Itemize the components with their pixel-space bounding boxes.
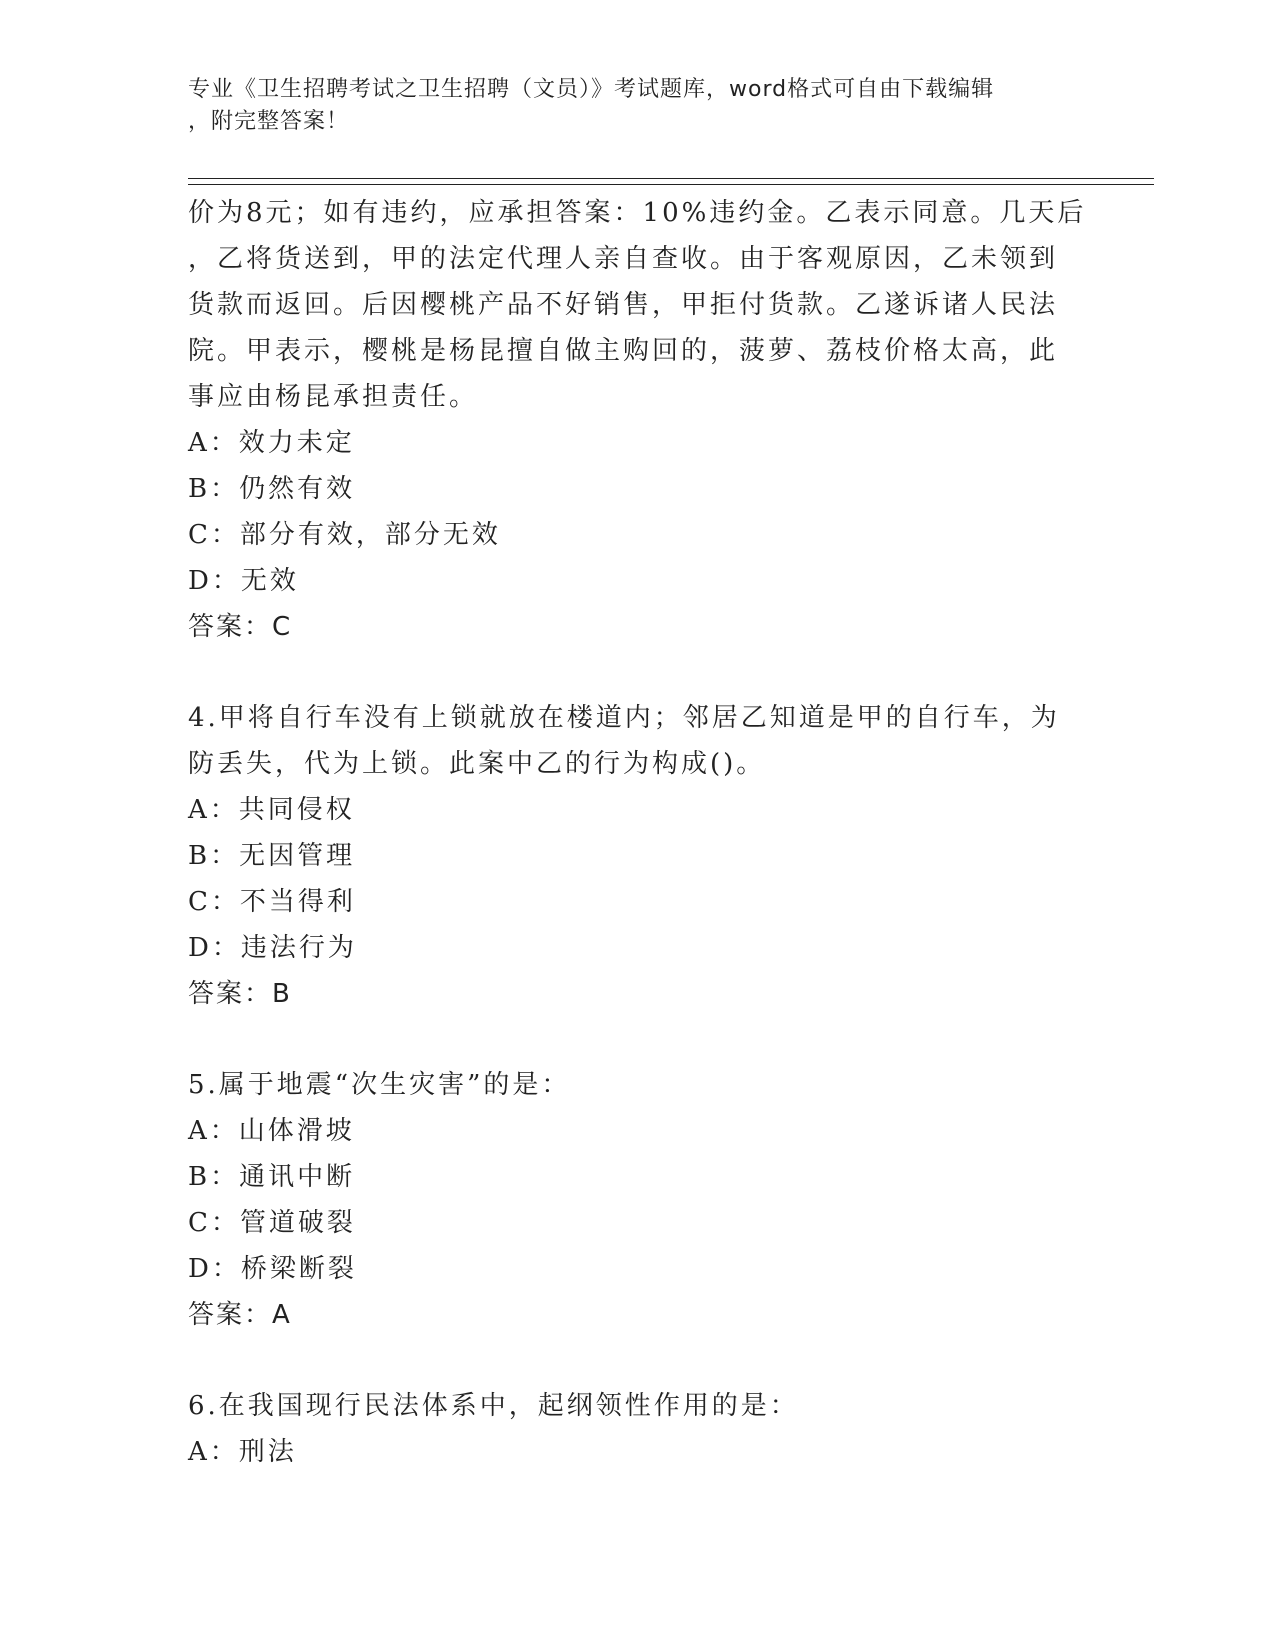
option-a: A：效力未定	[188, 428, 355, 458]
option-b: B：仍然有效	[188, 474, 356, 504]
question-text-line: ，乙将货送到，甲的法定代理人亲自查收。由于客观原因，乙未领到	[188, 244, 1059, 274]
option-a: A：山体滑坡	[188, 1116, 355, 1146]
option-a: A：共同侵权	[188, 795, 355, 825]
question-block-6	[188, 1383, 1088, 1475]
question-text-line: 价为8元；如有违约，应承担答案：10%违约金。乙表示同意。几天后	[188, 198, 1087, 228]
option-b: B：通讯中断	[188, 1162, 356, 1192]
option-c: C：管道破裂	[188, 1208, 356, 1238]
question-text-line: 货款而返回。后因樱桃产品不好销售，甲拒付货款。乙遂诉诸人民法	[188, 290, 1059, 320]
question-text-line: 6.在我国现行民法体系中，起纲领性作用的是：	[188, 1391, 799, 1421]
option-d: D：桥梁断裂	[188, 1254, 357, 1284]
answer-line: 答案：C	[188, 612, 293, 642]
question-block-4	[188, 695, 1088, 1017]
question-text-line: 4.甲将自行车没有上锁就放在楼道内；邻居乙知道是甲的自行车，为	[188, 703, 1060, 733]
option-c: C：部分有效，部分无效	[188, 520, 501, 550]
answer-line: 答案：B	[188, 979, 292, 1009]
option-d: D：违法行为	[188, 933, 357, 963]
question-text-line: 防丢失，代为上锁。此案中乙的行为构成()。	[188, 749, 766, 779]
header-rule-top	[188, 178, 1154, 179]
option-d: D：无效	[188, 566, 299, 596]
question-text-line: 5.属于地震“次生灾害”的是：	[188, 1070, 571, 1100]
option-c: C：不当得利	[188, 887, 356, 917]
header-line-1: 专业《卫生招聘考试之卫生招聘（文员）》考试题库，word格式可自由下载编辑	[188, 77, 995, 102]
header-rule-bottom	[188, 184, 1154, 185]
document-header	[188, 74, 1068, 138]
answer-line: 答案：A	[188, 1300, 292, 1330]
option-a: A：刑法	[188, 1437, 297, 1467]
question-content	[188, 190, 1088, 1475]
question-gap	[188, 650, 1088, 695]
header-line-2: ，附完整答案！	[188, 109, 350, 134]
question-gap	[188, 1338, 1088, 1383]
question-gap	[188, 1017, 1088, 1062]
option-b: B：无因管理	[188, 841, 356, 871]
question-block-3	[188, 190, 1088, 650]
question-text-line: 事应由杨昆承担责任。	[188, 382, 479, 412]
question-text-line: 院。甲表示，樱桃是杨昆擅自做主购回的，菠萝、荔枝价格太高，此	[188, 336, 1059, 366]
question-block-5	[188, 1062, 1088, 1338]
